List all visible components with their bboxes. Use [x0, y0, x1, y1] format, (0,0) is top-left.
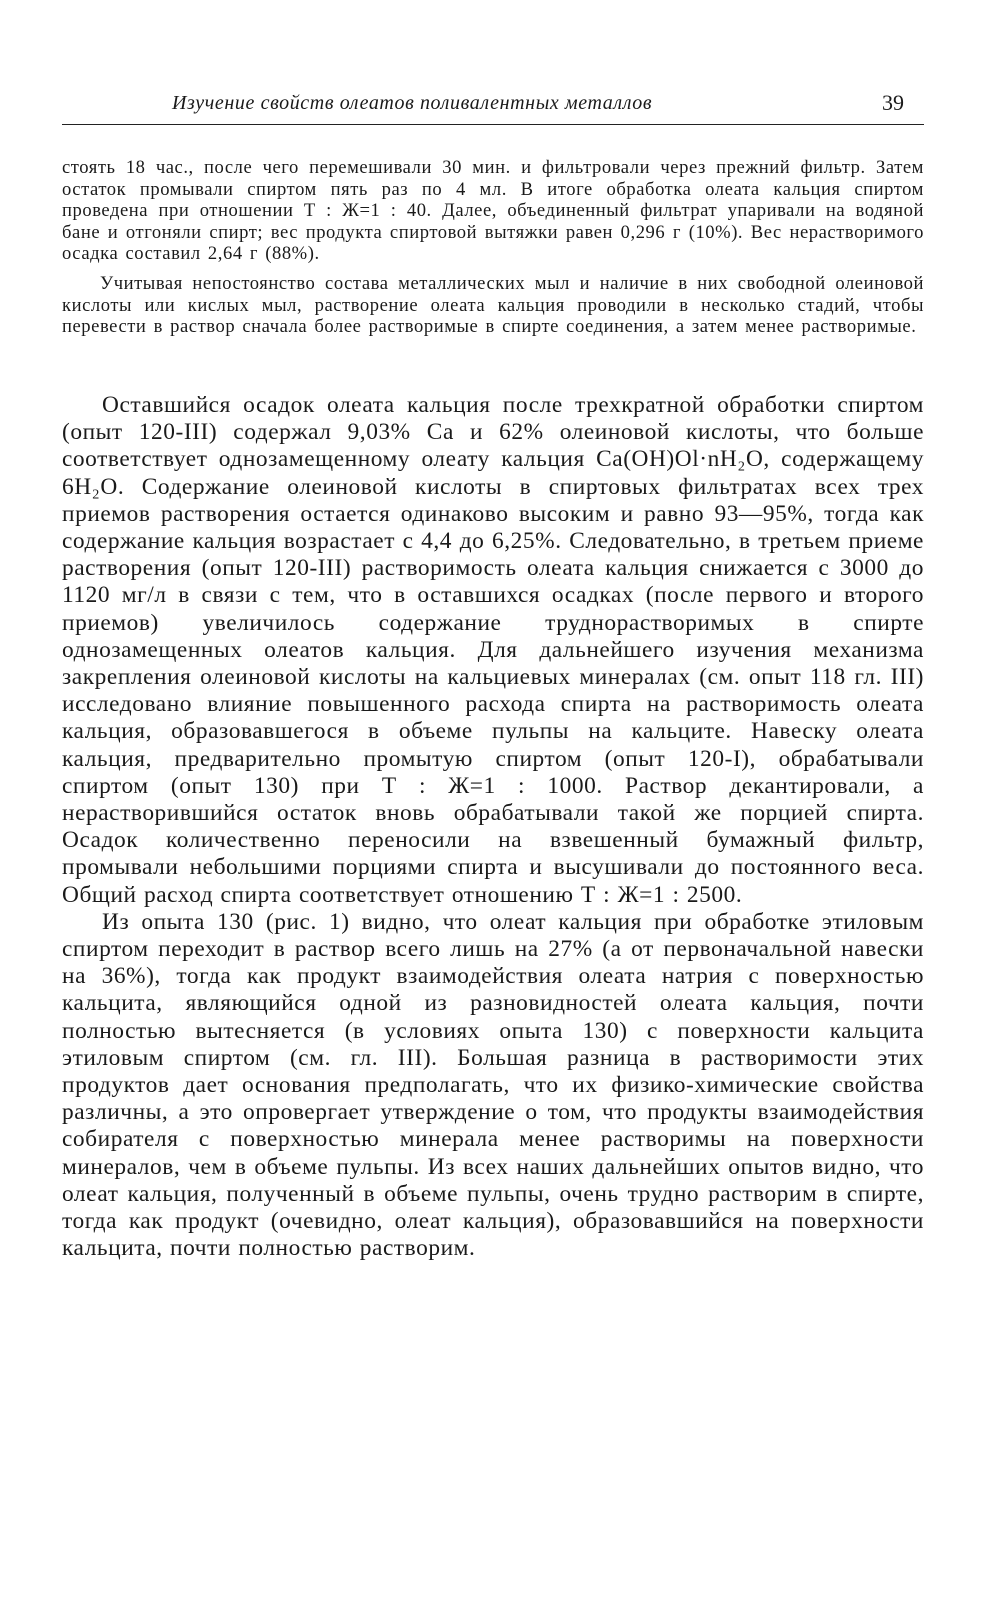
running-header [62, 90, 924, 125]
page-number: 39 [882, 90, 904, 115]
main-paragraph-1: Оставшийся осадок олеата кальция после трехкратной обработки спиртом (опыт 120-III) содержал 9,03% Ca и 62% олеиновой кислоты, что больше соответствует однозамещенному олеату кальция Ca(OH)Ol·nH₂O, содержащему 6H₂O. Содержание олеиновой кислоты в спиртовых фильтратах всех трех приемов растворения остается одинаково высоким и равно 93—95%, тогда как содержание кальция возрастает с 4,4 до 6,25%. Следовательно, в третьем приеме растворения (опыт 120-III) растворимость олеата кальция снижается с 3000 до 1120 мг/л в связи с тем, что в оставшихся осадках (после первого и второго приемов) увеличилось содержание труднорастворимых в спирте однозамещенных олеатов кальция. Для дальнейшего изучения механизма закрепления олеиновой кислоты на кальциевых минералах (см. опыт 118 гл. III) исследовано влияние повышенного расхода спирта на растворимость олеата кальция, образовавшегося в объеме пульпы на кальците. Навеску олеата кальция, предварительно промытую спиртом (опыт 120-I), обрабатывали спиртом (опыт 130) при Т : Ж=1 : 1000. Раствор декантировали, а нерастворившийся остаток вновь обрабатывали такой же порцией спирта. Осадок количественно переносили на взвешенный бумажный фильтр, промывали небольшими порциями спирта и высушивали до постоянного веса. Общий расход спирта соответствует отношению Т : Ж=1 : 2500. [62, 392, 924, 908]
small-paragraph-2: Учитывая непостоянство состава металлических мыл и наличие в них свободной олеиновой кислоты или кислых мыл, растворение олеата кальция проводили в несколько стадий, чтобы перевести в раствор сначала более растворимые в спирте соединения, а затем менее растворимые. [62, 272, 924, 338]
small-paragraph-1: стоять 18 час., после чего перемешивали 30 мин. и фильтровали через прежний фильтр. Затем остаток промывали спиртом пять раз по 4 мл. В итоге обработка олеата кальция спиртом проведена при отношении Т : Ж=1 : 40. Далее, объединенный фильтрат упаривали на водяной бане и отгоняли спирт; вес продукта спиртовой вытяжки равен 0,296 г (10%). Вес нерастворимого осадка составил 2,64 г (88%). [62, 157, 924, 265]
main-paragraph-2: Из опыта 130 (рис. 1) видно, что олеат кальция при обработке этиловым спиртом переходит в раствор всего лишь на 27% (а от первоначальной навески на 36%), тогда как продукт взаимодействия олеата натрия с поверхностью кальцита, являющийся одной из разновидностей олеата кальция, почти полностью вытесняется (в условиях опыта 130) с поверхности кальцита этиловым спиртом (см. гл. III). Большая разница в растворимости этих продуктов дает основания предполагать, что их физико-химические свойства различны, а это опровергает утверждение о том, что продукты взаимодействия собирателя с поверхностью минерала менее растворимы на поверхности минералов, чем в объеме пульпы. Из всех наших дальнейших опытов видно, что олеат кальция, полученный в объеме пульпы, очень трудно растворим в спирте, тогда как продукт (очевидно, олеат кальция), образовавшийся на поверхности кальцита, почти полностью растворим. [62, 908, 924, 1262]
running-title: Изучение свойств олеатов поливалентных металлов [172, 92, 653, 114]
small-print-section [62, 157, 924, 338]
main-text-section [62, 392, 924, 1263]
